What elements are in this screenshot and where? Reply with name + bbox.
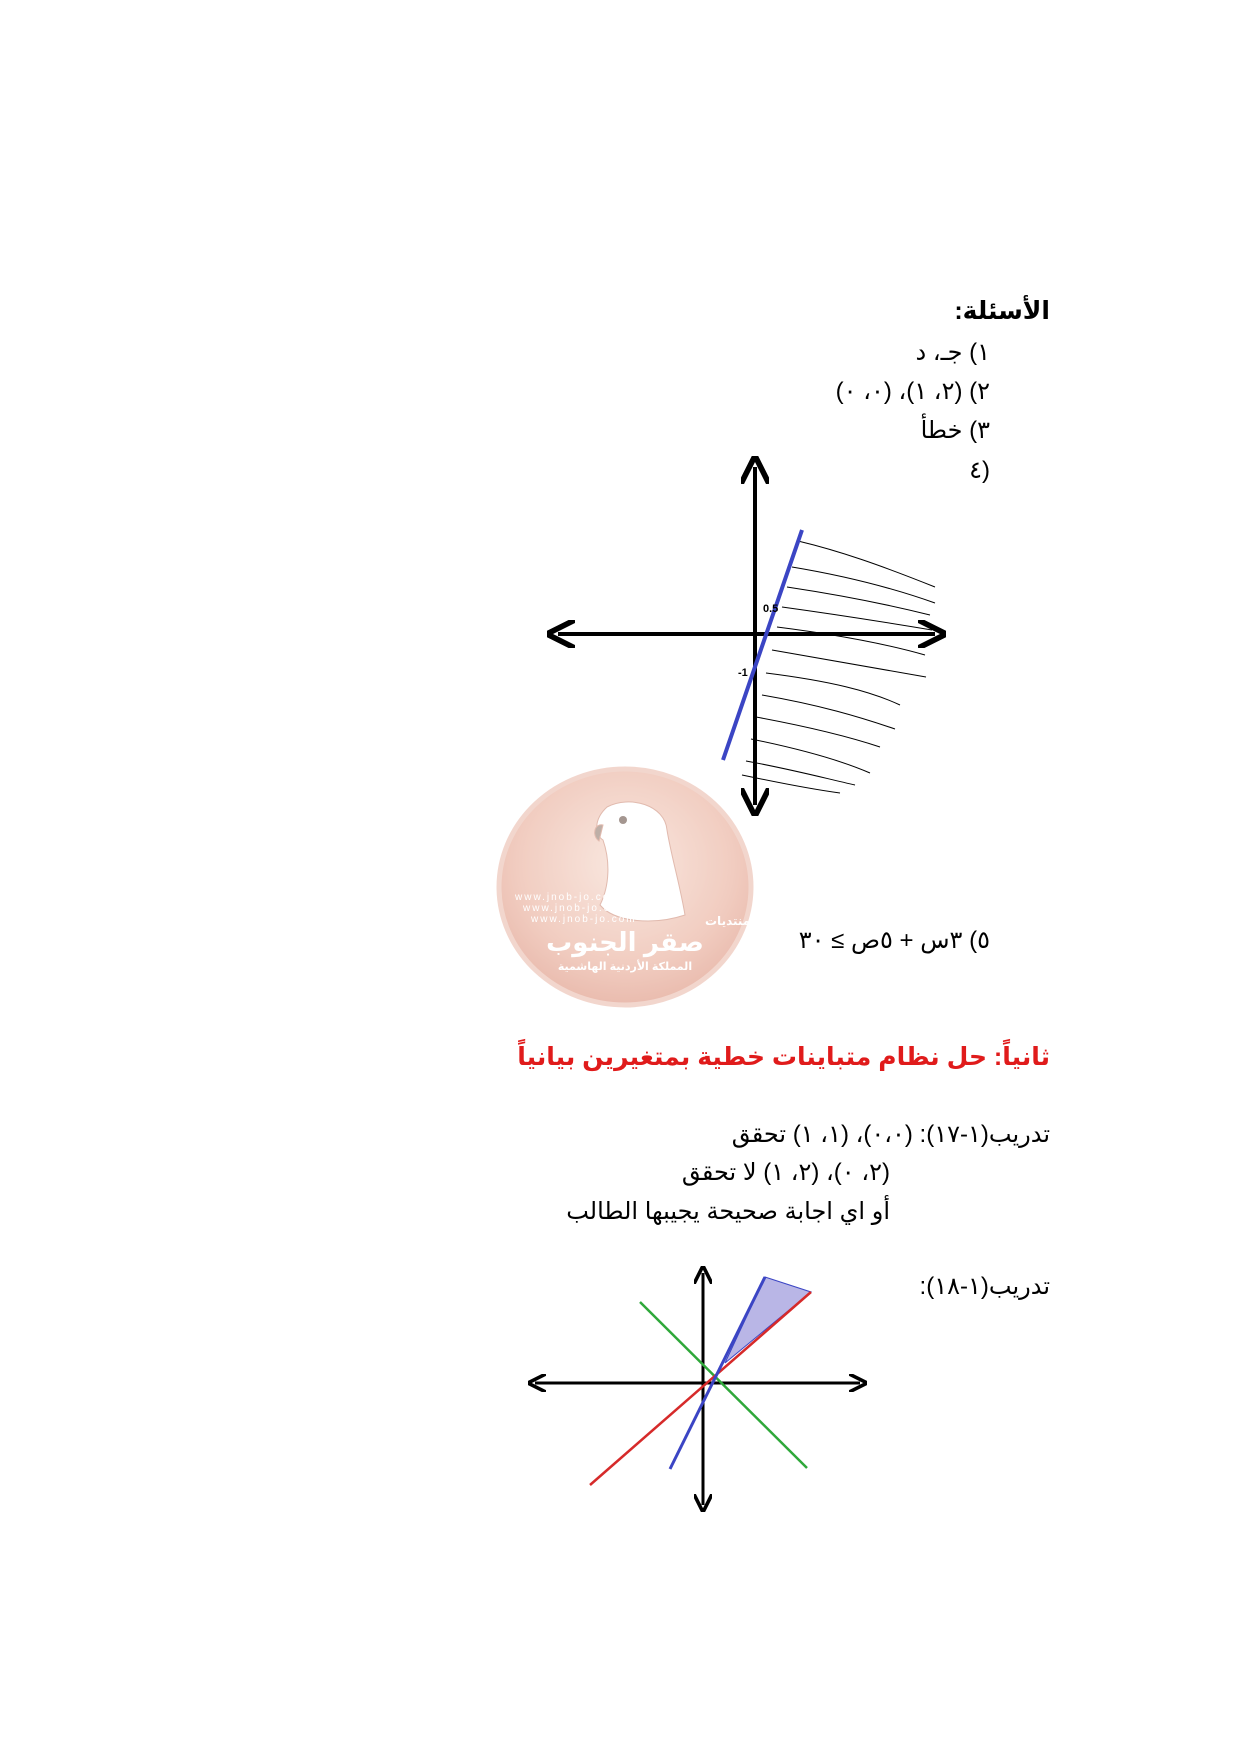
feasible-region (725, 1277, 811, 1363)
x-intercept-label: -1 (738, 667, 748, 679)
watermark-title: صقر الجنوب (546, 927, 704, 957)
exercise-17-line-3: أو اي اجابة صحيحة يجيبها الطالب (566, 1198, 890, 1225)
watermark-url-3: www.jnob-jo.com (531, 914, 637, 925)
question-item-1: ١) جـ، د (915, 339, 990, 366)
watermark-subtitle: المملكة الأردنية الهاشمية (557, 961, 693, 973)
y-intercept-label: 0.5 (763, 603, 779, 615)
questions-heading: الأسئلة: (954, 297, 1050, 325)
question-item-5: ٥) ٣س + ٥ص ≥ ٣٠ (798, 927, 990, 954)
red-line (590, 1292, 811, 1485)
system-graph-18 (525, 1265, 875, 1525)
section-title: ثانياً: حل نظام متباينات خطية بمتغيرين بيانياً (517, 1043, 1050, 1071)
question-item-4: ٤) (969, 457, 990, 484)
blue-line (670, 1277, 765, 1469)
exercise-17-line-2: (٢، ٠)، (٢، ١) لا تحقق (681, 1159, 890, 1186)
question-item-3: ٣) خطأ (920, 417, 990, 444)
question-item-2: ٢) (٢، ١)، (٠، ٠) (835, 378, 990, 405)
watermark-logo (495, 765, 755, 1010)
watermark-url-2: www.jnob-jo.com (523, 903, 629, 914)
watermark-prefix: منتديات (705, 914, 751, 928)
watermark-url-1: www.jnob-jo.com (515, 892, 621, 903)
hatching (742, 541, 935, 793)
green-line (640, 1302, 807, 1468)
boundary-line (723, 530, 802, 760)
falcon-eye-icon (619, 816, 627, 824)
exercise-17-line-1: تدريب(١-١٧): (٠،٠)، (١، ١) تحقق (731, 1121, 1050, 1148)
exercise-18-label: تدريب(١-١٨): (919, 1273, 1050, 1300)
